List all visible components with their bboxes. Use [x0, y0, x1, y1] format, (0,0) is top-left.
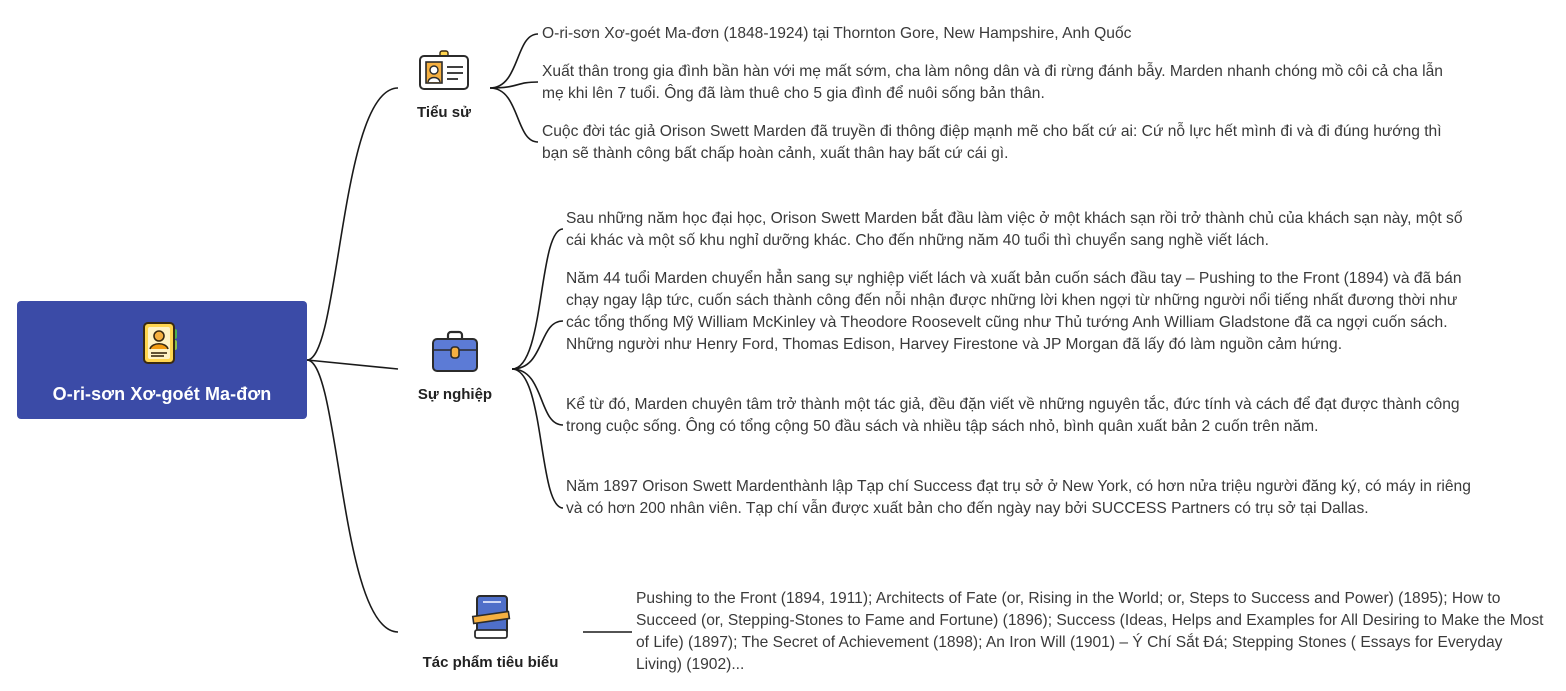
book-icon — [469, 594, 513, 646]
leaf-text: O-ri-sơn Xơ-goét Ma-đơn (1848-1924) tại Thornton Gore, New Hampshire, Anh Quốc — [542, 25, 1132, 42]
leaf-text: Pushing to the Front (1894, 1911); Architects of Fate (or, Rising in the World; or, Steps to Success and Power) (1895); How to Succeed (or, Stepping-Stones to Fame and Fortune) (1896); Success (Ideas, Helps and Examples for All Desiring to Make the Most of Life) (1897); The Secret of Achievement (1898); An Iron Will (1901) – Ý Chí Sắt Đá; Stepping Stones ( Essays for Everyday Living) (1902)... — [636, 590, 1544, 673]
id-card-icon — [418, 50, 470, 96]
root-node[interactable] — [17, 301, 307, 419]
branch-label: Sự nghiệp — [417, 386, 493, 403]
branch-label: Tiểu sử — [417, 104, 471, 121]
leaf-text: Kể từ đó, Marden chuyên tâm trở thành một tác giả, đều đặn viết về những nguyên tắc, đức tính và cách để đạt được thành công trong cuộc sống. Ông có tổng cộng 50 đầu sách và nhiều tập sách nhỏ, bình quân xuất bản 2 cuốn trên năm. — [566, 396, 1460, 435]
briefcase-icon — [431, 330, 479, 378]
leaf-text: Năm 1897 Orison Swett Mardenthành lập Tạp chí Success đạt trụ sở ở New York, có hơn nửa triệu người đăng ký, có máy in riêng và có hơn 200 nhân viên. Tạp chí vẫn được xuất bản cho đến ngày nay bởi SUCCESS Partners có trụ sở tại Dallas. — [566, 478, 1471, 517]
leaf-text: Cuộc đời tác giả Orison Swett Marden đã truyền đi thông điệp mạnh mẽ cho bất cứ ai: Cứ nỗ lực hết mình đi và đi đúng hướng thì bạn sẽ thành công bất chấp hoàn cảnh, xuất thân hay bất cứ cái gì. — [542, 123, 1442, 162]
contact-card-icon — [140, 321, 184, 370]
branch-su-nghiep[interactable] — [398, 330, 512, 403]
branch-tac-pham[interactable] — [398, 594, 583, 671]
root-title: O-ri-sơn Xơ-goét Ma-đơn — [52, 384, 272, 404]
leaf-text: Xuất thân trong gia đình bần hàn với mẹ mất sớm, cha làm nông dân và đi rừng đánh bẫy. Marden nhanh chóng mồ côi cả cha lẫn mẹ khi lên 7 tuổi. Ông đã làm thuê cho 5 gia đình để nuôi sống bản thân. — [542, 63, 1443, 102]
branch-tieu-su[interactable] — [398, 50, 490, 121]
leaf-text: Sau những năm học đại học, Orison Swett Marden bắt đầu làm việc ở một khách sạn rồi trở thành chủ của khách sạn này, một số cái khác và một số khu nghỉ dưỡng khác. Cho đến những năm 40 tuổi thì chuyển sang nghề viết lách. — [566, 210, 1463, 249]
leaf-text: Năm 44 tuổi Marden chuyển hẳn sang sự nghiệp viết lách và xuất bản cuốn sách đầu tay – Pushing to the Front (1894) và đã bán chạy ngay lập tức, cuốn sách thành công đến nỗi nhận được những lời khen ngợi từ những người nổi tiếng nhất đương thời như các tổng thống Mỹ William McKinley và Theodore Roosevelt cũng như Thủ tướng Anh William Gladstone đã ca ngợi cuốn sách. Những người như Henry Ford, Thomas Edison, Harvey Firestone và JP Morgan đã lấy đó làm nguồn cảm hứng. — [566, 270, 1462, 353]
branch-label: Tác phẩm tiêu biểu — [422, 654, 559, 671]
